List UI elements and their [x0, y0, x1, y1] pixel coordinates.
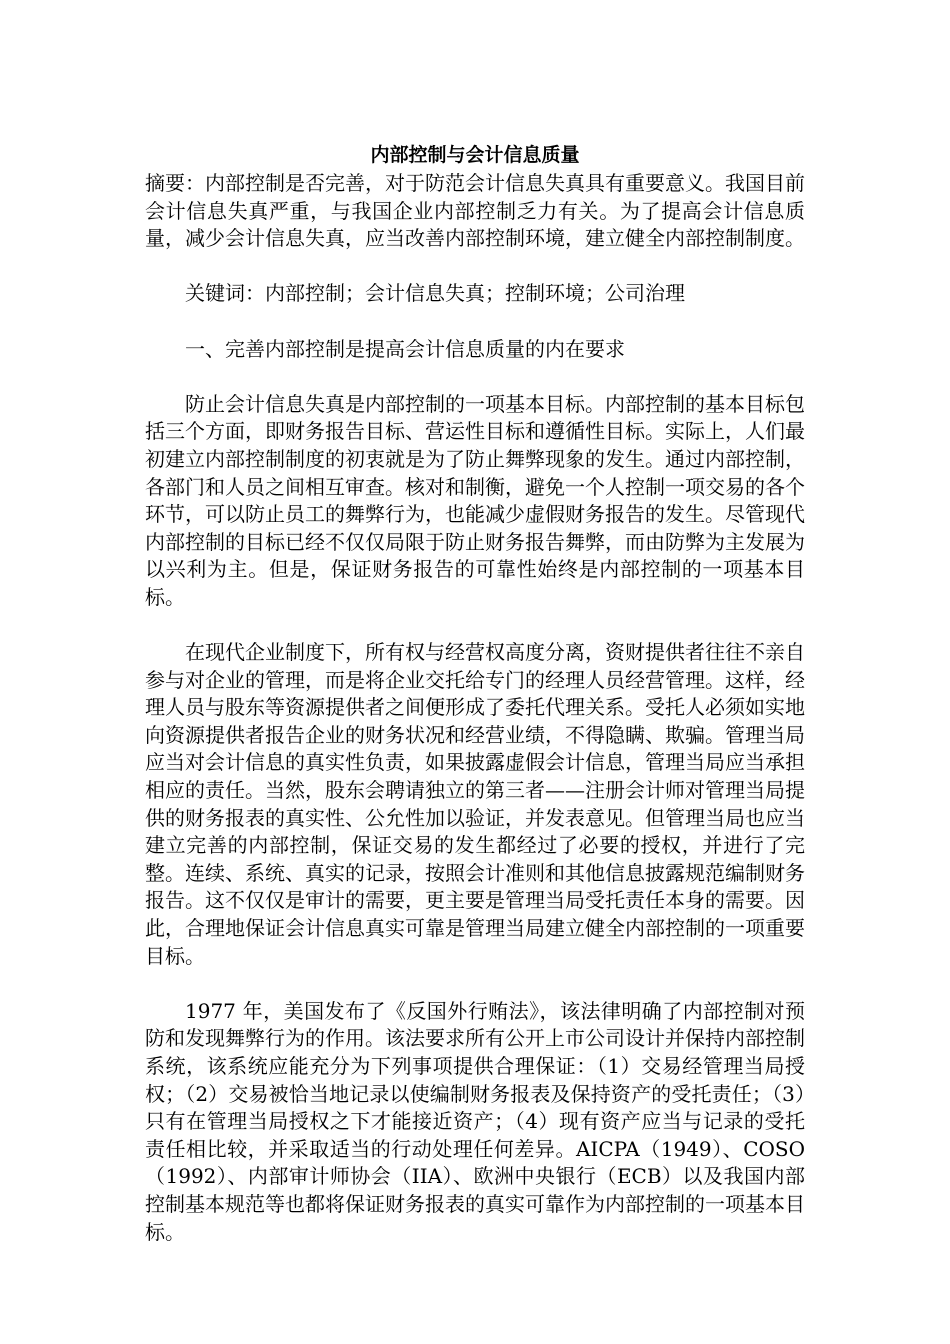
document-page	[145, 140, 805, 1246]
body-paragraph-3: 1977 年，美国发布了《反国外行贿法》，该法律明确了内部控制对预防和发现舞弊行为的作用。该法要求所有公开上市公司设计并保持内部控制系统，该系统应能充分为下列事项提供合理保证：（1）交易经管理当局授权；（2）交易被恰当地记录以使编制财务报表及保持资产的受托责任；（3）只有在管理当局授权之下才能接近资产；（4）现有资产应当与记录的受托责任相比较，并采取适当的行动处理任何差异。AICPA（1949）、COSO（1992）、内部审计师协会（IIA）、欧洲中央银行（ECB）以及我国内部控制基本规范等也都将保证财务报表的真实可靠作为内部控制的一项基本目标。	[145, 998, 805, 1244]
abstract-paragraph: 摘要：内部控制是否完善，对于防范会计信息失真具有重要意义。我国目前会计信息失真严重，与我国企业内部控制乏力有关。为了提高会计信息质量，减少会计信息失真，应当改善内部控制环境，建立健全内部控制制度。	[145, 171, 805, 251]
section-heading: 一、完善内部控制是提高会计信息质量的内在要求	[185, 336, 625, 361]
document-title: 内部控制与会计信息质量	[370, 144, 580, 166]
body-paragraph-2: 在现代企业制度下，所有权与经营权高度分离，资财提供者往往不亲自参与对企业的管理，而是将企业交托给专门的经理人员经营管理。这样，经理人员与股东等资源提供者之间便形成了委托代理关系。受托人必须如实地向资源提供者报告企业的财务状况和经营业绩，不得隐瞒、欺骗。管理当局应当对会计信息的真实性负责，如果披露虚假会计信息，管理当局应当承担相应的责任。当然，股东会聘请独立的第三者——注册会计师对管理当局提供的财务报表的真实性、公允性加以验证，并发表意见。但管理当局也应当建立完善的内部控制，保证交易的发生都经过了必要的授权，并进行了完整。连续、系统、真实的记录，按照会计准则和其他信息披露规范编制财务报告。这不仅仅是审计的需要，更主要是管理当局受托责任本身的需要。因此，合理地保证会计信息真实可靠是管理当局建立健全内部控制的一项重要目标。	[145, 640, 805, 968]
keywords-paragraph: 关键词：内部控制；会计信息失真；控制环境；公司治理	[185, 281, 685, 306]
body-paragraph-1: 防止会计信息失真是内部控制的一项基本目标。内部控制的基本目标包括三个方面，即财务报告目标、营运性目标和遵循性目标。实际上，人们最初建立内部控制制度的初衷就是为了防止舞弊现象的发生。通过内部控制，各部门和人员之间相互审查。核对和制衡，避免一个人控制一项交易的各个环节，可以防止员工的舞弊行为，也能减少虚假财务报告的发生。尽管现代内部控制的目标已经不仅仅局限于防止财务报告舞弊，而由防弊为主发展为以兴利为主。但是，保证财务报告的可靠性始终是内部控制的一项基本目标。	[145, 391, 805, 609]
